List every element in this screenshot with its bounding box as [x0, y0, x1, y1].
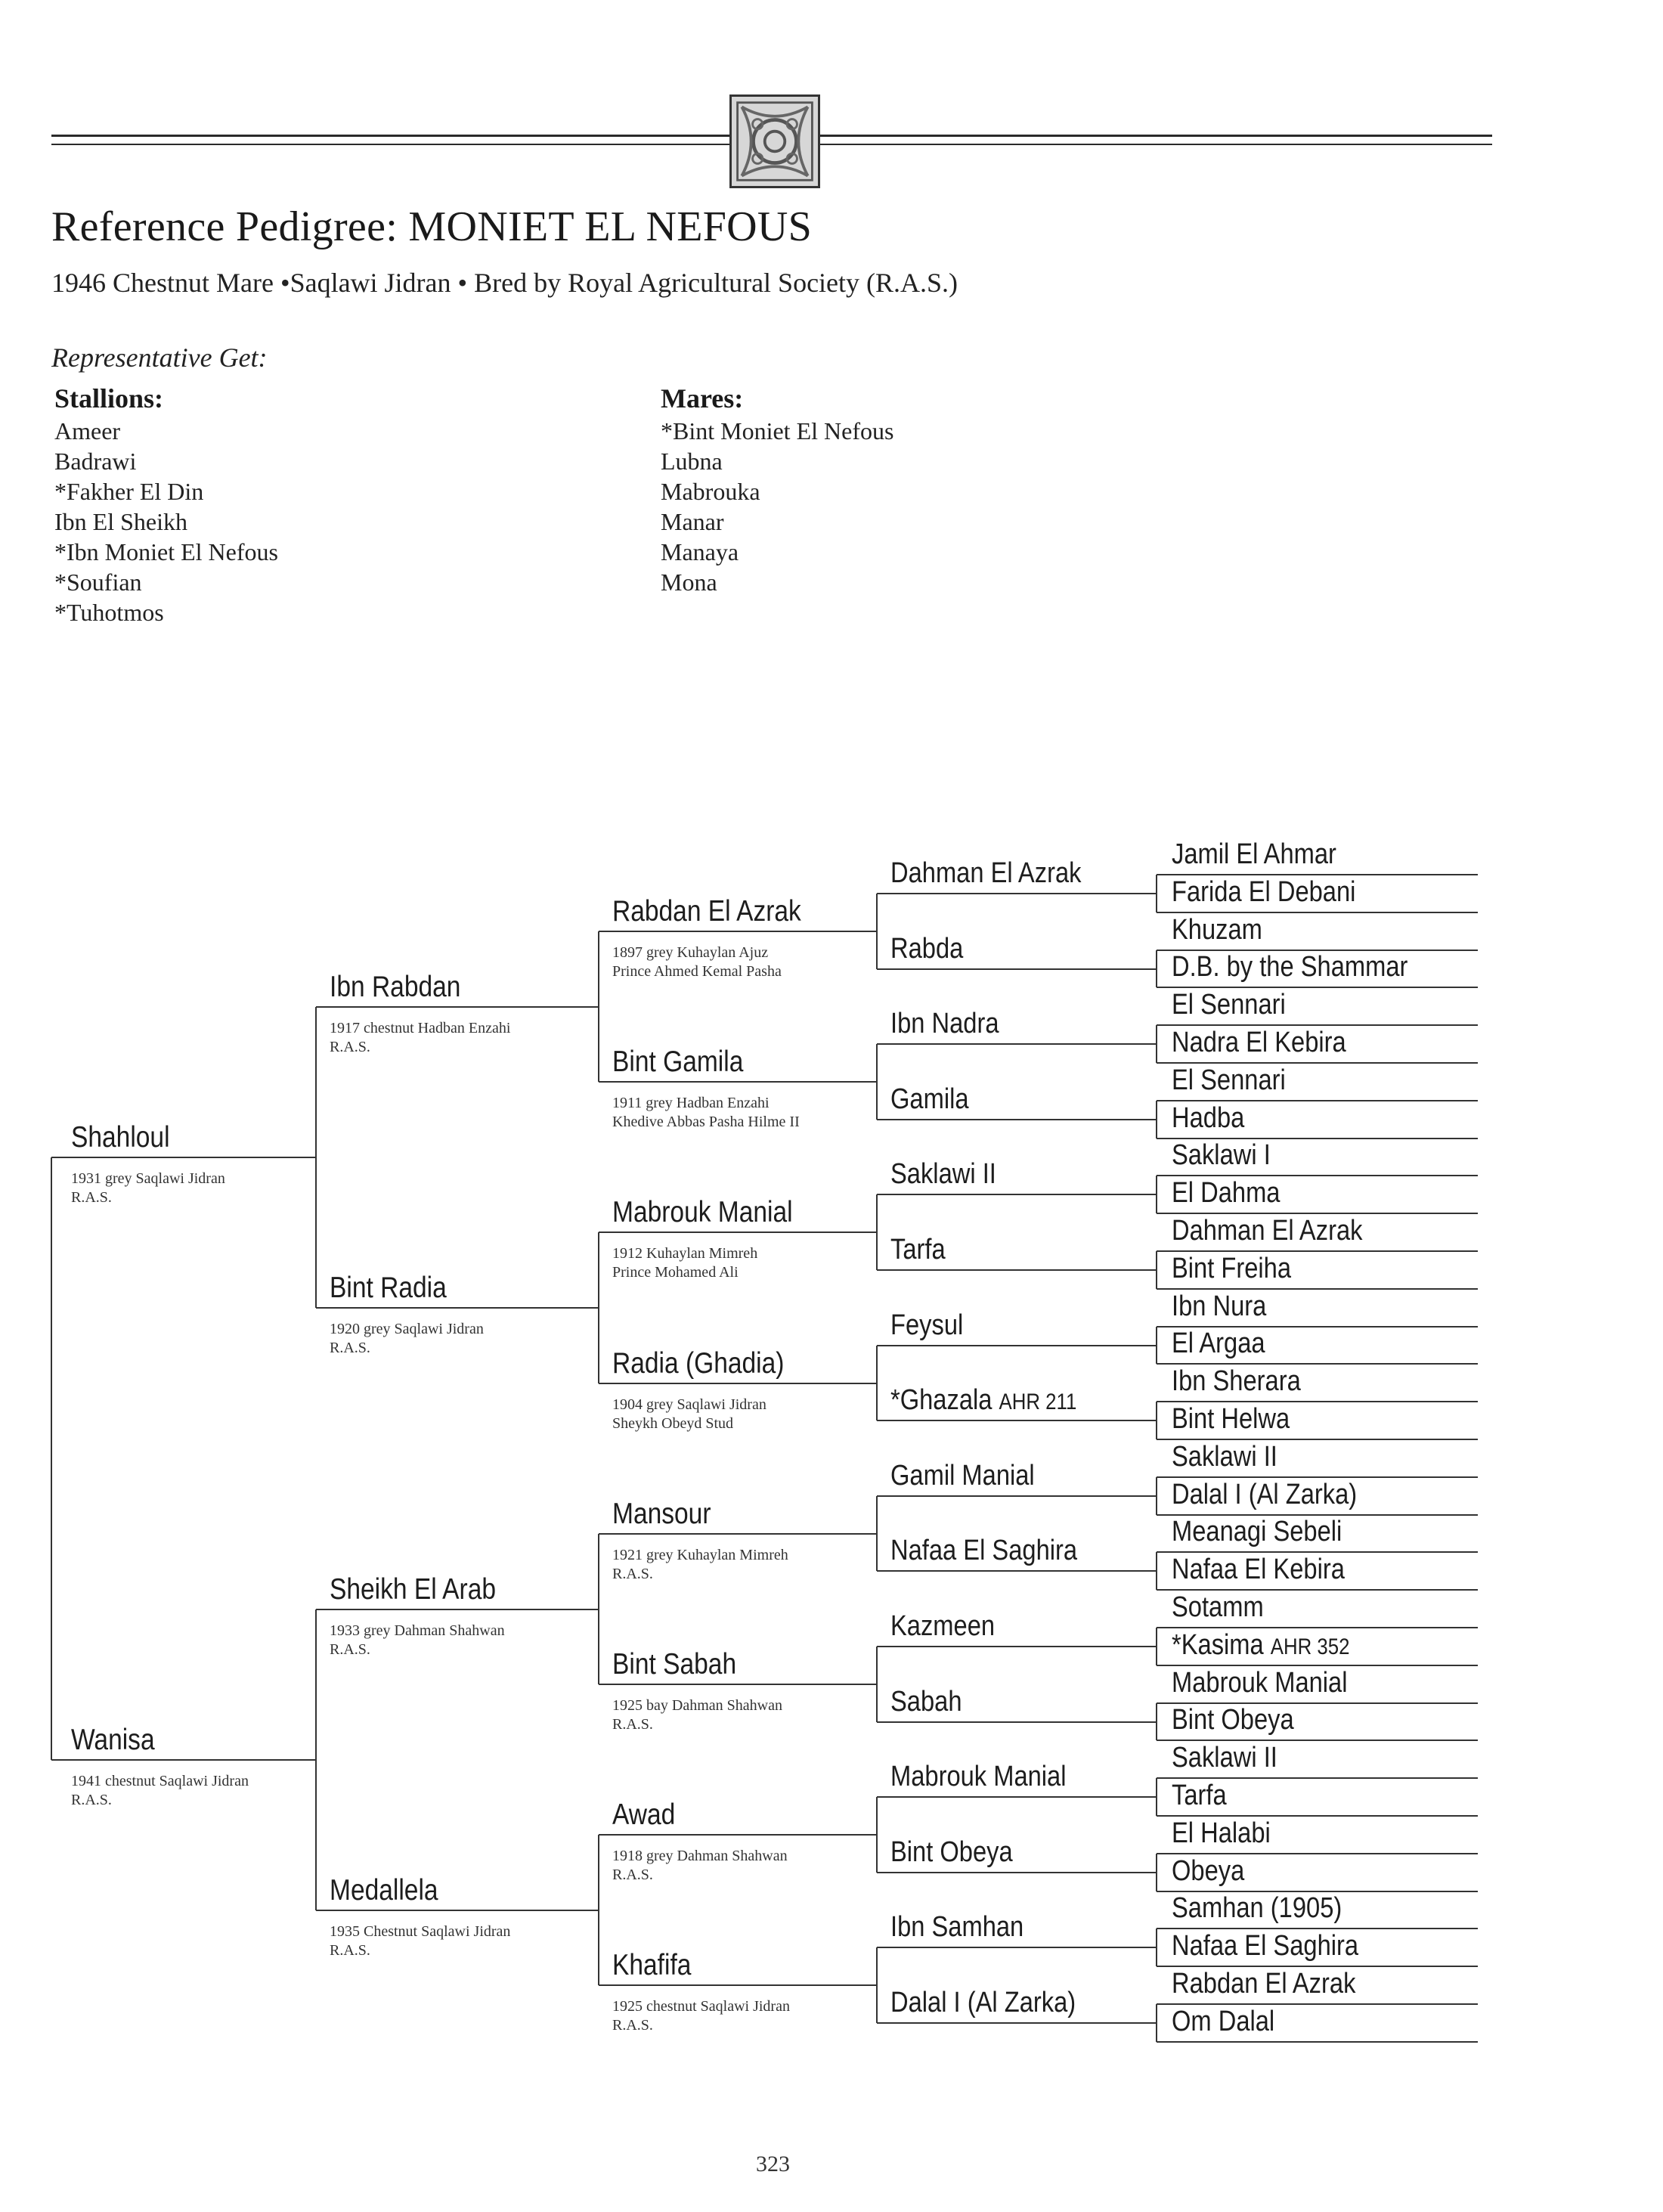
- horse-name: [1172, 1403, 1290, 1436]
- horse-name-text: Feysul: [890, 1309, 964, 1341]
- horse-name: [1172, 1742, 1277, 1774]
- horse-name-text: Rabdan El Azrak: [612, 895, 801, 928]
- horse-name: [1172, 1441, 1277, 1473]
- horse-name-text: El Argaa: [1172, 1328, 1265, 1359]
- horse-breeder: Sheykh Obeyd Stud: [612, 1415, 733, 1432]
- page-title: Reference Pedigree: MONIET EL NEFOUS: [51, 203, 813, 250]
- horse-name-text: Nafaa El Kebira: [1172, 1554, 1345, 1585]
- horse-name-text: El Dahma: [1172, 1177, 1281, 1209]
- horse-name-text: Samhan (1905): [1172, 1892, 1342, 1924]
- horse-birth-strain: 1912 Kuhaylan Mimreh: [612, 1245, 758, 1262]
- horse-name: [1172, 1817, 1271, 1850]
- horse-birth-strain: 1920 grey Saqlawi Jidran: [330, 1321, 484, 1337]
- horse-info: [330, 1622, 505, 1659]
- mare-item: Lubna: [661, 448, 723, 475]
- mare-item: Mona: [661, 568, 717, 596]
- horse-birth-strain: 1931 grey Saqlawi Jidran: [71, 1170, 225, 1187]
- horse-name-text: Hadba: [1172, 1102, 1245, 1134]
- horse-name-text: Jamil El Ahmar: [1172, 838, 1336, 870]
- horse-name: [1172, 914, 1262, 946]
- horse-info: [612, 1997, 790, 2035]
- stallion-item: *Ibn Moniet El Nefous: [54, 538, 278, 565]
- horse-name-text: Khafifa: [612, 1949, 692, 1981]
- horse-name: [890, 857, 1081, 890]
- horse-breeder: R.A.S.: [612, 1566, 653, 1582]
- horse-name: [612, 1648, 736, 1681]
- horse-name: [1172, 1215, 1362, 1247]
- horse-name: [612, 1347, 784, 1380]
- horse-name: [890, 1309, 963, 1342]
- horse-breeder: R.A.S.: [330, 1942, 370, 1959]
- horse-name: [1172, 1667, 1347, 1699]
- horse-name: [1172, 1629, 1349, 1662]
- horse-name-text: Bint Obeya: [890, 1836, 1013, 1868]
- horse-name-text: Nadra El Kebira: [1172, 1027, 1346, 1058]
- horse-name-text: Bint Radia: [330, 1272, 447, 1304]
- horse-breeder: R.A.S.: [612, 2017, 653, 2034]
- horse-name: [890, 1911, 1024, 1944]
- horse-info: [330, 1922, 510, 1960]
- stallion-item: Badrawi: [54, 448, 137, 475]
- registration-number: AHR 352: [1270, 1634, 1350, 1659]
- horse-name: [1172, 1968, 1355, 2000]
- horse-info: [612, 1094, 800, 1132]
- horse-name: [1172, 876, 1355, 909]
- horse-name: [890, 1610, 995, 1643]
- horse-name-text: Ibn Nura: [1172, 1290, 1267, 1322]
- horse-name-text: El Sennari: [1172, 989, 1286, 1021]
- stallion-item: Ibn El Sheikh: [54, 508, 187, 535]
- horse-name: [612, 1196, 793, 1229]
- horse-info: [612, 1847, 788, 1885]
- horse-name: [1172, 1780, 1227, 1812]
- horse-info: [612, 1696, 782, 1734]
- horse-birth-strain: 1925 chestnut Saqlawi Jidran: [612, 1998, 790, 2015]
- horse-name-text: Bint Freiha: [1172, 1253, 1292, 1284]
- horse-name: [1172, 1591, 1264, 1624]
- horse-name-text: Ibn Nadra: [890, 1008, 999, 1039]
- horse-name-text: Sotamm: [1172, 1591, 1264, 1623]
- horse-name: [71, 1724, 155, 1757]
- horse-info: [330, 1320, 484, 1358]
- horse-name: [1172, 1704, 1294, 1736]
- mare-item: Mabrouka: [661, 478, 760, 505]
- horse-name: [890, 1836, 1013, 1869]
- horse-birth-strain: 1897 grey Kuhaylan Ajuz: [612, 944, 769, 961]
- stallion-item: *Fakher El Din: [54, 478, 204, 505]
- horse-name: [612, 1949, 691, 1982]
- horse-birth-strain: 1917 chestnut Hadban Enzahi: [330, 1020, 511, 1036]
- horse-name-text: Saklawi II: [1172, 1441, 1277, 1473]
- horse-name: [1172, 1328, 1265, 1360]
- mare-item: Manaya: [661, 538, 739, 565]
- horse-name-text: Dalal I (Al Zarka): [890, 1987, 1076, 2018]
- horse-name: [1172, 1253, 1291, 1285]
- horse-name: [1172, 1290, 1266, 1323]
- horse-name-text: Tarfa: [1172, 1780, 1227, 1811]
- stallions-heading: Stallions:: [54, 383, 164, 414]
- horse-name-text: Rabda: [890, 933, 964, 965]
- horse-name: [1172, 989, 1286, 1021]
- horse-breeder: R.A.S.: [71, 1189, 112, 1206]
- horse-name-text: Ibn Rabdan: [330, 971, 461, 1003]
- page-subtitle: 1946 Chestnut Mare •Saqlawi Jidran • Bred by Royal Agricultural Society (R.A.S.): [51, 268, 958, 298]
- horse-name-text: Saklawi I: [1172, 1139, 1271, 1171]
- horse-breeder: R.A.S.: [612, 1867, 653, 1883]
- horse-name-text: Ibn Sherara: [1172, 1365, 1301, 1397]
- horse-name: [1172, 838, 1336, 871]
- horse-name-text: Farida El Debani: [1172, 876, 1356, 908]
- horse-info: [612, 1396, 766, 1433]
- horse-name-text: Awad: [612, 1798, 676, 1831]
- horse-name: [330, 971, 460, 1004]
- horse-name-text: Medallela: [330, 1874, 438, 1907]
- horse-name: [1172, 1102, 1244, 1135]
- horse-name: [1172, 1930, 1358, 1963]
- horse-name-text: El Halabi: [1172, 1817, 1271, 1849]
- horse-name-text: Sheikh El Arab: [330, 1573, 497, 1606]
- horse-birth-strain: 1911 grey Hadban Enzahi: [612, 1095, 770, 1111]
- horse-name-text: Saklawi II: [890, 1158, 996, 1190]
- horse-name: [890, 1234, 946, 1266]
- horse-name: [1172, 2006, 1274, 2038]
- horse-name-text: Meanagi Sebeli: [1172, 1516, 1342, 1547]
- horse-name-text: Nafaa El Saghira: [890, 1535, 1078, 1566]
- horse-name: [1172, 1892, 1342, 1925]
- horse-name-text: Mabrouk Manial: [890, 1761, 1067, 1792]
- horse-name-text: Bint Gamila: [612, 1046, 744, 1078]
- horse-name: [1172, 1554, 1345, 1586]
- horse-info: [612, 1546, 788, 1584]
- horse-name-text: Kazmeen: [890, 1610, 996, 1642]
- horse-info: [612, 943, 782, 981]
- horse-info: [612, 1244, 757, 1282]
- horse-breeder: R.A.S.: [330, 1340, 370, 1356]
- horse-name: [71, 1121, 170, 1154]
- horse-name-text: Mabrouk Manial: [1172, 1667, 1348, 1699]
- horse-name-text: Obeya: [1172, 1855, 1245, 1887]
- horse-breeder: Prince Ahmed Kemal Pasha: [612, 963, 782, 980]
- stallion-item: *Soufian: [54, 568, 142, 596]
- horse-name: [612, 895, 801, 928]
- horse-breeder: R.A.S.: [612, 1716, 653, 1733]
- horse-name: [1172, 951, 1408, 984]
- horse-name: [330, 1272, 447, 1305]
- horse-name-text: Dahman El Azrak: [890, 857, 1082, 889]
- horse-name: [890, 1987, 1076, 2019]
- horse-birth-strain: 1918 grey Dahman Shahwan: [612, 1848, 788, 1864]
- horse-breeder: R.A.S.: [71, 1792, 112, 1808]
- stallion-item: Ameer: [54, 417, 121, 445]
- representative-get-label: Representative Get:: [51, 342, 268, 373]
- horse-name: [890, 1460, 1035, 1492]
- horse-name: [890, 1158, 996, 1191]
- horse-name: [1172, 1177, 1280, 1210]
- horse-name-text: Sabah: [890, 1686, 962, 1718]
- horse-name-text: D.B. by the Shammar: [1172, 951, 1408, 983]
- horse-name-text: Tarfa: [890, 1234, 946, 1266]
- horse-name: [330, 1573, 496, 1606]
- horse-name-text: El Sennari: [1172, 1064, 1286, 1096]
- horse-name: [612, 1798, 675, 1832]
- horse-name: [612, 1498, 711, 1531]
- horse-birth-strain: 1941 chestnut Saqlawi Jidran: [71, 1773, 249, 1789]
- horse-breeder: R.A.S.: [330, 1641, 370, 1658]
- horse-name: [890, 1535, 1077, 1567]
- horse-breeder: R.A.S.: [330, 1039, 370, 1055]
- horse-name-text: Nafaa El Saghira: [1172, 1930, 1359, 1962]
- horse-name: [1172, 1064, 1286, 1097]
- horse-name: [890, 933, 963, 965]
- horse-name: [1172, 1516, 1342, 1548]
- horse-breeder: Khedive Abbas Pasha Hilme II: [612, 1114, 800, 1130]
- horse-birth-strain: 1925 bay Dahman Shahwan: [612, 1697, 782, 1714]
- horse-name-text: Radia (Ghadia): [612, 1347, 785, 1380]
- horse-name-text: Saklawi II: [1172, 1742, 1277, 1774]
- mare-item: *Bint Moniet El Nefous: [661, 417, 894, 445]
- horse-name: [890, 1083, 969, 1116]
- horse-name: [612, 1046, 743, 1079]
- horse-name-text: Gamil Manial: [890, 1460, 1035, 1492]
- horse-name-text: Om Dalal: [1172, 2006, 1275, 2037]
- horse-info: [71, 1170, 225, 1207]
- horse-birth-strain: 1935 Chestnut Saqlawi Jidran: [330, 1923, 511, 1940]
- horse-name-text: Wanisa: [71, 1724, 155, 1756]
- horse-name: [890, 1686, 962, 1718]
- horse-name: [1172, 1365, 1301, 1398]
- horse-name-text: Dalal I (Al Zarka): [1172, 1479, 1358, 1510]
- mare-item: Manar: [661, 508, 724, 535]
- horse-name-text: Dahman El Azrak: [1172, 1215, 1363, 1247]
- horse-name-text: Mabrouk Manial: [612, 1196, 793, 1228]
- horse-breeder: Prince Mohamed Ali: [612, 1264, 739, 1281]
- horse-name: [890, 1008, 999, 1040]
- horse-name-text: Khuzam: [1172, 914, 1262, 946]
- horse-name-text: Mansour: [612, 1498, 711, 1530]
- horse-info: [330, 1019, 510, 1057]
- horse-name: [890, 1761, 1066, 1793]
- horse-name-text: Ibn Samhan: [890, 1911, 1024, 1943]
- registration-number: AHR 211: [999, 1389, 1077, 1414]
- horse-name: [1172, 1479, 1357, 1511]
- horse-name: [1172, 1027, 1346, 1059]
- horse-info: [71, 1772, 249, 1810]
- horse-name-text: Shahloul: [71, 1121, 170, 1154]
- page-number: 323: [756, 2152, 790, 2176]
- horse-name-text: Gamila: [890, 1083, 969, 1115]
- horse-birth-strain: 1933 grey Dahman Shahwan: [330, 1622, 505, 1639]
- horse-name: [1172, 1855, 1244, 1888]
- horse-name: [890, 1384, 1076, 1417]
- horse-name-text: Bint Sabah: [612, 1648, 737, 1681]
- horse-birth-strain: 1921 grey Kuhaylan Mimreh: [612, 1547, 788, 1563]
- horse-name-text: *Kasima: [1172, 1629, 1264, 1661]
- horse-birth-strain: 1904 grey Saqlawi Jidran: [612, 1396, 766, 1413]
- horse-name-text: Rabdan El Azrak: [1172, 1968, 1356, 2000]
- horse-name-text: Bint Obeya: [1172, 1704, 1294, 1736]
- horse-name: [330, 1874, 438, 1907]
- horse-name-text: *Ghazala: [890, 1384, 993, 1416]
- horse-name: [1172, 1139, 1271, 1172]
- horse-name-text: Bint Helwa: [1172, 1403, 1290, 1435]
- stallion-item: *Tuhotmos: [54, 599, 164, 626]
- mares-heading: Mares:: [661, 383, 744, 414]
